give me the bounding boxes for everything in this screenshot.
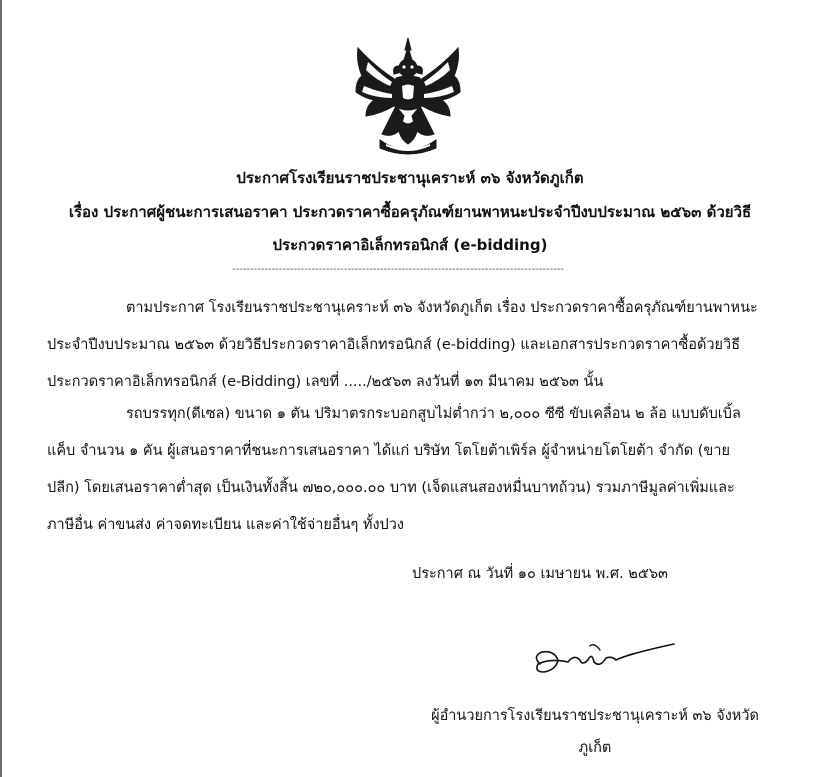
separator-line: -------------------------------------------------------------------------------------------- — [232, 264, 564, 275]
paragraph-line: ภาษีอื่น ค่าขนส่ง ค่าจดทะเบียน และค่าใช้จ่ายอื่นๆ ทั้งปวง — [47, 517, 404, 533]
announcement-title: ประกาศโรงเรียนราชประชานุเคราะห์ ๓๖ จังหวัดภูเก็ต — [236, 169, 584, 187]
paragraph-line: ประกวดราคาอิเล็กทรอนิกส์ (e-Bidding) เลขที่ ...../๒๕๖๓ ลงวันที่ ๑๓ มีนาคม ๒๕๖๓ นั้น — [47, 374, 604, 390]
signer-title-line: ภูเก็ต — [578, 740, 612, 756]
announcement-subject-continued: ประกวดราคาอิเล็กทรอนิกส์ (e-bidding) — [272, 236, 548, 254]
signer-title-line: ผู้อำนวยการโรงเรียนราชประชานุเคราะห์ ๓๖ จังหวัด — [431, 708, 759, 724]
paragraph-line: รถบรรทุก(ดีเซล) ขนาด ๑ ตัน ปริมาตรกระบอกสูบไม่ต่ำกว่า ๒,๐๐๐ ซีซี ขับเคลื่อน ๒ ล้อ แบบดับเบิ้ล — [126, 406, 741, 422]
reference-paragraph — [47, 290, 787, 401]
page-left-border — [0, 0, 2, 777]
garuda-emblem-icon — [352, 36, 464, 160]
paragraph-line: ประจำปีงบประมาณ ๒๕๖๓ ด้วยวิธีประกวดราคาอิเล็กทรอนิกส์ (e-bidding) และเอกสารประกวดราคาซื้อด้วยวิธี — [47, 337, 741, 353]
paragraph-line: ตามประกาศ โรงเรียนราชประชานุเคราะห์ ๓๖ จังหวัดภูเก็ต เรื่อง ประกวดราคาซื้อครุภัณฑ์ยานพาหนะ — [126, 300, 758, 316]
paragraph-line: ปลีก) โดยเสนอราคาต่ำสุด เป็นเงินทั้งสิ้น ๗๒๐,๐๐๐.๐๐ บาท (เจ็ดแสนสองหมื่นบาทถ้วน) รวมภาษีมูลค่าเพิ่มและ — [47, 480, 735, 496]
paragraph-line: แค็บ จำนวน ๑ คัน ผู้เสนอราคาที่ชนะการเสนอราคา ได้แก่ บริษัท โตโยต้าเพิร์ล ผู้จำหน่ายโตโยต้า จำกัด (ขาย — [47, 443, 730, 459]
handwritten-signature-icon — [528, 638, 678, 682]
announcement-date: ประกาศ ณ วันที่ ๑๐ เมษายน พ.ศ. ๒๕๖๓ — [412, 566, 668, 582]
award-paragraph — [47, 396, 787, 544]
announcement-subject: เรื่อง ประกาศผู้ชนะการเสนอราคา ประกวดราคาซื้อครุภัณฑ์ยานพาหนะประจำปีงบประมาณ ๒๕๖๓ ด้วยวิธี — [68, 203, 752, 221]
signer-title — [420, 700, 770, 764]
